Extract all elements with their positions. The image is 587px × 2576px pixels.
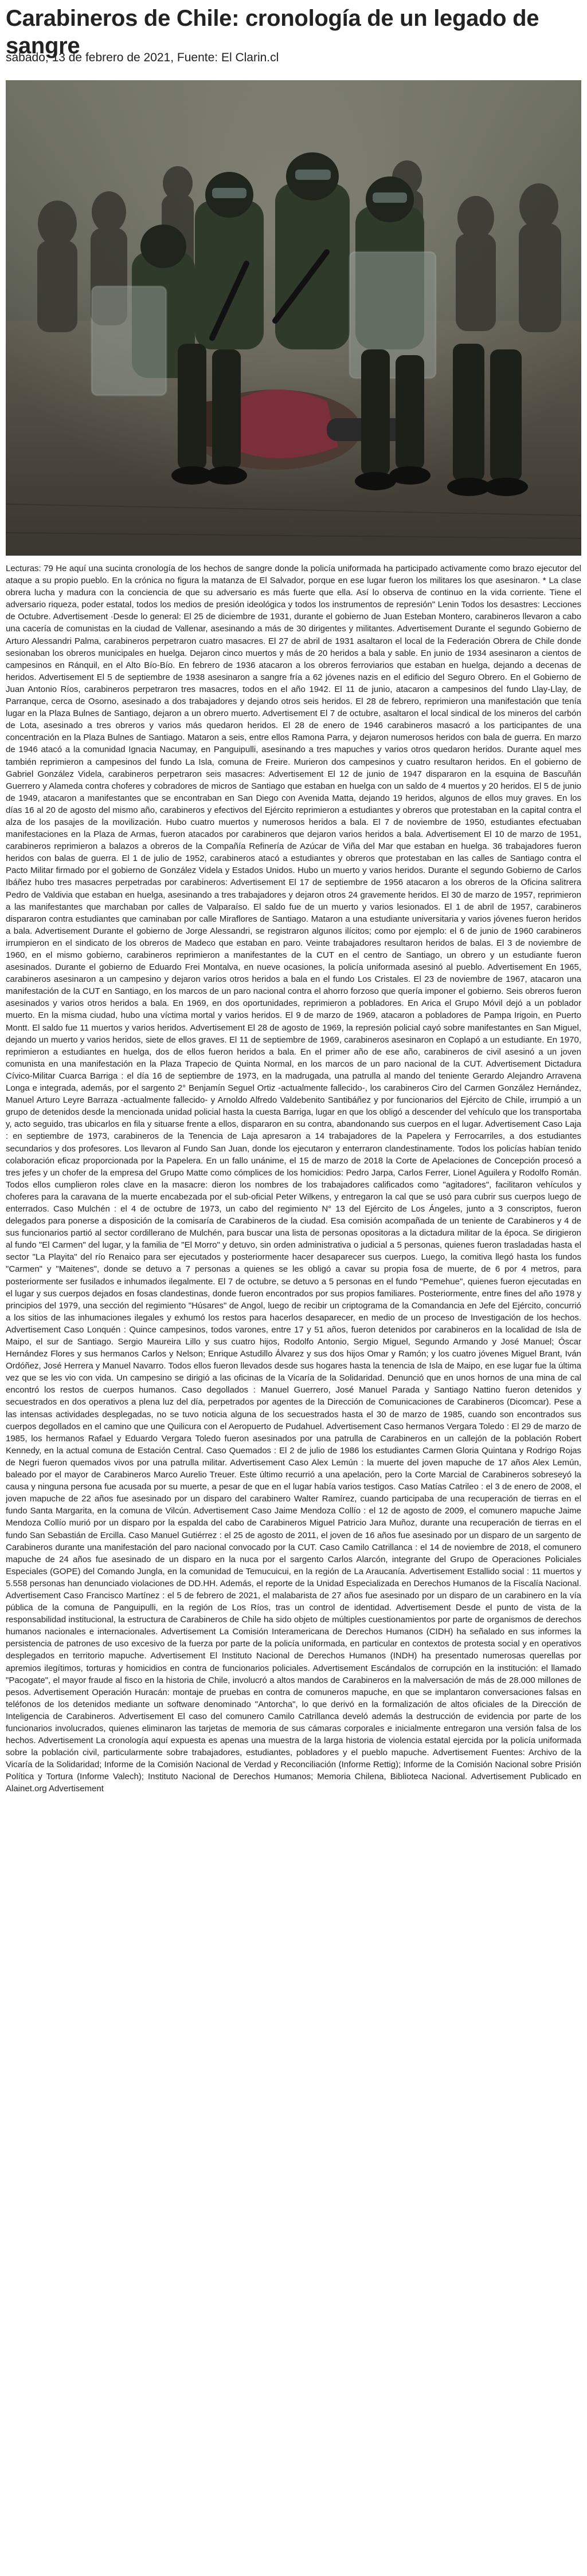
article-title: Carabineros de Chile: cronología de un legado de sangre [6, 6, 539, 58]
protest-photo [6, 80, 581, 556]
article-body-paragraph: Lecturas: 79 He aquí una sucinta cronología de los hechos de sangre donde la policía uniformada ha participado activamente como brazo ejecutor del ataque a su propio pueblo. En la crónica no figura la matanza de El Salvador, porque en ese lugar fueron los militares los que asesinaron. * La clase obrera lucha y madura con la conciencia de que su adversario es más fuerte que ella. Así lo observa de continuo en la vida corriente. Tiene el adversario riqueza, poder estatal, todos los medios de presión ideológica y todos los instrumentos de represión" Lenin Todos los desastres: Lecciones de Octubre. Advertisement ·Desde lo general: El 25 de diciembre de 1931, durante el gobierno de Juan Esteban Montero, carabineros llevaron a cabo una cacería de comunistas en la ciudad de Vallenar, asesinando a más de 30 dirigentes y militantes. Advertisement Durante el segundo Gobierno de Arturo Alessandri Palma, carabineros perpetraron cuatro masacres. El 27 de abril de 1931 asaltaron el local de la Federación Obrera de Chile donde sesionaban los obreros municipales en huelga. Dejaron cinco muertos y más de 20 heridos a bala y sable. En junio de 1934 asesinaron a cientos de campesinos en Ránquil, en el Alto Bío-Bío. En febrero de 1936 atacaron a los obreros ferroviarios que estaban en huelga, dejando a decenas de heridos. Advertisement El 5 de septiembre de 1938 asesinaron a sangre fría a 62 jóvenes nazis en el edificio del Seguro Obrero. En el Gobierno de Juan Antonio Ríos, carabineros perpetraron tres masacres, todos en el año 1942. El 11 de junio, atacaron a campesinos del fundo Llay-Llay, de Parranque, cerca de Osorno, asesinado a dos trabajadores y dejando otros seis heridos. El 28 de febrero, reprimieron una manifestación que tenía lugar en la Plaza Bulnes de Santiago, dejaron a un obrero muerto. Advertisement El 7 de octubre, asaltaron el local sindical de los mineros del carbón de Lota, asesinado a tres obreros y varios más quedaron heridos. El 28 de enero de 1946 carabineros masacró a los participantes de una concentración en la Plaza Bulnes de Santiago. Mataron a seis, entre ellos Ramona Parra, y dejaron numerosos heridos con bala de guerra. En marzo de 1946 atacó a la comunidad Ignacia Nacumay, en Panguipulli, asesinando a tres mapuches y varios otros quedaron heridos. Durante aquel mes también reprimieron a campesinos del fundo La Isla, comuna de Freire. Murieron dos campesinos y cuatro resultaron heridos. En el gobierno de Gabriel González Videla, carabineros perpetraron seis masacres: Advertisement El 12 de junio de 1947 dispararon en la esquina de Bascuñán Guerrero y Alameda contra choferes y cobradores de micros de Santiago que estaban en huelga con un saldo de 4 muertos y 20 heridos. El 5 de junio de 1949, atacaron a manifestantes que se encontraban en San Diego con Avenida Matta, dejando 19 heridos, algunos de ellos muy graves. En los días 16 al 20 de agosto del mismo año, carabineros y efectivos del Ejército reprimieron a estudiantes y obreros que protestaban en la capital contra el alza de los pasajes de la movilización. Hubo cuatro muertos y numerosos heridos a bala. El 7 de noviembre de 1950, estudiantes efectuaban manifestaciones en la Plaza de Armas, fueron atacados por carabineros que dejaron varios heridos a bala. Advertisement El 10 de marzo de 1951, carabineros reprimieron a balazos a obreros de la Compañía Refinería de Azúcar de Viña del Mar que estaban en huelga. 36 trabajadores fueron heridos con balas de guerra. El 1 de julio de 1952, carabineros atacó a estudiantes y obreros que protestaban en las calles de Santiago contra el Pacto Militar firmado por el gobierno de González Videla y Estados Unidos. Hubo un muerto y varios heridos. Durante el segundo Gobierno de Carlos Ibáñez hubo tres masacres perpetradas por carabineros: Advertisement El 17 de septiembre de 1956 atacaron a los obreros de la Oficina salitrera Pedro de Valdivia que estaban en huelga, asesinando a tres trabajadores y dejaron otros 24 gravemente heridos. El 30 de marzo de 1957, reprimieron a las manifestantes que marchaban por calles de Valparaíso. El saldo fue de un muerto y varios lesionados. El 1 de abril de 1957, carabineros dispararon contra estudiantes que caminaban por calle Miraflores de Santiago. Mataron a una estudiante universitaria y varios jóvenes fueron heridos a bala. Advertisement Durante el gobierno de Jorge Alessandri, se registraron algunos ilícitos; como por ejemplo: el 6 de junio de 1960 carabineros irrumpieron en el sindicato de los obreros de Madeco que estaban en paro. Veinte trabajadores resultaron heridos de balas. El 3 de noviembre de 1960, en el mismo gobierno, carabineros reprimieron a manifestantes de la CUT en el centro de Santiago, un obrero y un estudiante fueron asesinados. Durante el gobierno de Eduardo Frei Montalva, en nueve ocasiones, la policía uniformada asesinó al pueblo. Advertisement En 1965, carabineros asesinaron a un campesino y dejaron varios otros heridos a bala en el fundo Los Cristales. El 23 de noviembre de 1967, atacaron una manifestación de la CUT en Santiago, en los marcos de un paro nacional contra el ahorro forzoso que quería imponer el gobierno. Seis obreros fueron asesinados y varios otros heridos a bala. En 1969, en dos oportunidades, reprimieron a pobladores. En Arica el Grupo Móvil dejó a un poblador muerto. En la misma ciudad, hubo una víctima mortal y varios heridos. El 9 de marzo de 1969, atacaron a pobladores de Pampa Irigoin, en Puerto Montt. El saldo fue 11 muertos y varios heridos. Advertisement El 28 de agosto de 1969, la represión policial cayó sobre manifestantes en San Miguel, dejando un muerto y varios heridos, siete de ellos graves. El 11 de septiembre de 1969, carabineros asesinaron en Coplapó a un estudiante. En 1970, reprimieron a estudiantes en huelga, dos de ellos fueron heridos a bala. En el primer año de ese año, carabineros de civil asesinó a un joven comunista en una manifestación en la Plaza Trapecio de Quinta Normal, en los marcos de un paro nacional de la CUT. Advertisement Dictadura Cívico-Militar Cuarca Barriga : el día 16 de septiembre de 1973, en la madrugada, una patrulla al mando del teniente Gerardo Alejandro Arravena Longa e integrada, además, por el sargento 2° Benjamín Seguel Ortiz -actualmente fallecido-, los carabineros Ciro del Carmen González Hernández, Manuel Arturo Leyre Barraza -actualmente fallecido- y Arnoldo Alfredo Valdebenito Santibáñez y por funcionarios del Ejército de Chile, irrumpió a un grupo de detenidos desde la mencionada unidad policial hasta la cuesta Barriga, lugar en que los obligó a descender del vehículo que los transportaba y, acto seguido, tras ubicarlos en fila y situarse frente a ellos, dispararon en su contra, abandonando sus cuerpos en el lugar. Advertisement Caso Laja : en septiembre de 1973, carabineros de la Tenencia de Laja apresaron a 14 trabajadores de la Papelera y Ferrocarriles, a dos estudiantes secundarios y dos profesores. Los llevaron al Fundo San Juan, donde los ejecutaron y enterraron clandestinamente. Todos los policías habían tenido colaboración eficaz proporcionada por la Papelera. En un fallo unánime, el 15 de marzo de 2018 la Corte de Apelaciones de Concepción procesó a tres jefes y un chofer de la empresa del Grupo Matte como cómplices de los homicidios: Pedro Jarpa, Carlos Ferrer, Lionel Aguilera y Rodolfo Román. Todos ellos cumplieron roles clave en la masacre: dieron los nombres de los trabajadores calificados como "agitadores", facilitaron vehículos y choferes para la caravana de la muerte encabezada por el sub-oficial Peter Wilkens, y entregaron la cal que se usó para cubrir sus cuerpos luego de enterrados. Caso Mulchén : el 4 de octubre de 1973, un cabo del regimiento N° 13 del Ejército de Los Ángeles, junto a 3 conscriptos, fueron delegados para ponerse a disposición de la comisaría de Carabineros de la ciudad. Esa comisión acompañada de un teniente de Carabineros y 4 de sus funcionarios partió al sector cordillerano de Mulchén, para buscar una lista de personas opositoras a la dictadura militar de la época. Se dirigieron al fundo "El Carmen" del lugar, y la familia de "El Morro" y detuvo, sin orden administrativa o judicial a 5 personas, quienes fueron trasladadas hasta el sector "La Playita" del río Renaico para ser ejecutados y posteriormente hacer desaparecer sus cuerpos. Luego, la comitiva llegó hasta los fundos "Carmen" y "Maitenes", donde se detuvo a 7 personas a quienes se les obligó a cavar su propia fosa de muerte, de 6 por 4 metros, para posteriormente ser fusilados e inhumados ilegalmente. El 7 de octubre, se detuvo a 5 personas en el fundo "Pemehue", quienes fueron ejecutadas en el lugar y sus cuerpos dejados en fosas clandestinas, donde fueron encontrados por sus propios familiares. Posteriormente, entre fines del año 1978 y principios del 1979, una sección del regimiento "Húsares" de Angol, luego de recibir un criptograma de la Comandancia en Jefe del Ejército, concurrió a los sitios de las inhumaciones ilegales y exhumó los restos para hacerlos desaparecer, en medio de un proceso de Investigación de los hechos. Advertisement Caso Lonquén : Quince campesinos, todos varones, entre 17 y 51 años, fueron detenidos por carabineros en la localidad de Isla de Maipo, el sur de Santiago. Sergio Maureira Lillo y sus cuatro hijos, Rodolfo Antonio, Sergio Miguel, Segundo Armando y José Manuel; Óscar Hernández Flores y sus hermanos Carlos y Nelson; Enrique Astudillo Álvarez y sus dos hijos Omar y Ramón; y los cuatro jóvenes Miguel Brant, Iván Ordóñez, José Herrera y Manuel Navarro. Todos ellos fueron llevados desde sus hogares hasta la tenencia de Isla de Maipo, en ese lugar fue la última vez que se les vio con vida. Un campesino se dirigió a las oficinas de la Vicaría de la Solidaridad. Denunció que en unos hornos de una mina de cal encontró los restos de cuerpos humanos. Caso degollados : Manuel Guerrero, José Manuel Parada y Santiago Nattino fueron detenidos y secuestrados en dos operativos a plena luz del día, perpetrados por agentes de la Dirección de Comunicaciones de Carabineros (Dicomcar). Pese a las intensas actividades desplegadas, no se tuvo noticia alguna de los secuestrados hasta el 30 de marzo de 1985, cuando son encontrados sus cuerpos degollados en el camino que une Quilicura con el Aeropuerto de Pudahuel. Advertisement Caso hermanos Vergara Toledo : El 29 de marzo de 1985, los hermanos Rafael y Eduardo Vergara Toledo fueron asesinados por una patrulla de Carabineros en un callejón de la población Robert Kennedy, en la actual comuna de Estación Central. Caso Quemados : El 2 de julio de 1986 los estudiantes Carmen Gloria Quintana y Rodrigo Rojas de Negri fueron quemados vivos por una patrulla militar. Advertisement Caso Alex Lemún : la muerte del joven mapuche de 17 años Alex Lemún, baleado por el mayor de Carabineros Marco Aurelio Treuer. Este último recurrió a una apelación, pero la Corte Marcial de Carabineros sobreseyó la causa y ninguna persona fue acusada por su muerte, a pesar de que en el lugar había varios testigos. Caso Matías Catrileo : el 3 de enero de 2008, el joven mapuche de 22 años fue asesinado por un disparo del carabinero Walter Ramírez, cuando participaba de una recuperación de tierras en el fundo Santa Margarita, en la comuna de Vilcún. Advertisement Caso Jaime Mendoza Collío : el 12 de agosto de 2009, el comunero mapuche Jaime Mendoza Collío murió por un disparo por la espalda del cabo de Carabineros Miguel Patricio Jara Muñoz, durante una recuperación de tierras en el fundo San Sebastián de Ercilla. Caso Manuel Gutiérrez : el 25 de agosto de 2011, el joven de 16 años fue asesinado por un disparo de un sargento de Carabineros durante una manifestación del paro nacional convocado por la CUT. Caso Camilo Catrillanca : el 14 de noviembre de 2018, el comunero mapuche de 24 años fue asesinado de un disparo en la nuca por el sargento Carlos Alarcón, integrante del Grupo de Operaciones Policiales Especiales (GOPE) del Comando Jungla, en la comunidad de Temucuicui, en la región de La Araucanía. Advertisement Estallido social : 11 muertos y 5.558 personas han denunciado violaciones de DD.HH. Además, el reporte de la Unidad Especializada en Derechos Humanos de la Fiscalía Nacional. Advertisement Caso Francisco Martínez : el 5 de febrero de 2021, el malabarista de 27 años fue asesinado por un disparo de un carabinero en la vía pública de la comuna de Panguipulli, en la región de Los Ríos, tras un control de identidad. Advertisement Desde el punto de vista de la responsabilidad institucional, la estructura de Carabineros de Chile ha sido objeto de múltiples cuestionamientos por parte de organismos de derechos humanos nacionales e internacionales. Advertisement La Comisión Interamericana de Derechos Humanos (CIDH) ha señalado en sus informes la persistencia de patrones de uso excesivo de la fuerza por parte de la policía uniformada, en particular en contextos de protesta social y en operativos desplegados en territorio mapuche. Advertisement El Instituto Nacional de Derechos Humanos (INDH) ha presentado numerosas querellas por apremios ilegítimos, torturas y homicidios en contra de funcionarios policiales. Advertisement Escándalos de corrupción en la institución: el llamado "Pacogate", el mayor fraude al fisco en la historia de Chile, involucró a altos mandos de Carabineros en la malversación de más de 28.000 millones de pesos. Advertisement Operación Huracán: montaje de pruebas en contra de comuneros mapuche, en que se implantaron conversaciones falsas en teléfonos de los detenidos mediante un software denominado "Antorcha", lo que derivó en la formalización de altos oficiales de la Dirección de Inteligencia de Carabineros. Advertisement El caso del comunero Camilo Catrillanca develó además la destrucción de evidencia por parte de los funcionarios involucrados, quienes eliminaron las tarjetas de memoria de sus cámaras corporales e inicialmente entregaron una versión falsa de los hechos. Advertisement La cronología aquí expuesta es apenas una muestra de la larga historia de violencia estatal ejercida por la policía uniformada sobre la población civil, particularmente sobre trabajadores, estudiantes, pobladores y el pueblo mapuche. Advertisement Fuentes: Archivo de la Vicaría de la Solidaridad; Informe de la Comisión Nacional de Verdad y Reconciliación (Informe Rettig); Informe de la Comisión Nacional sobre Prisión Política y Tortura (Informe Valech); Instituto Nacional de Derechos Humanos; Memoria Chilena, Biblioteca Nacional. Advertisement Publicado en Alainet.org Advertisement [6, 564, 581, 1794]
article-hero-image [6, 80, 581, 556]
article-meta: sábado, 13 de febrero de 2021, Fuente: El Clarin.cl [6, 51, 279, 64]
article-body [6, 563, 581, 2567]
